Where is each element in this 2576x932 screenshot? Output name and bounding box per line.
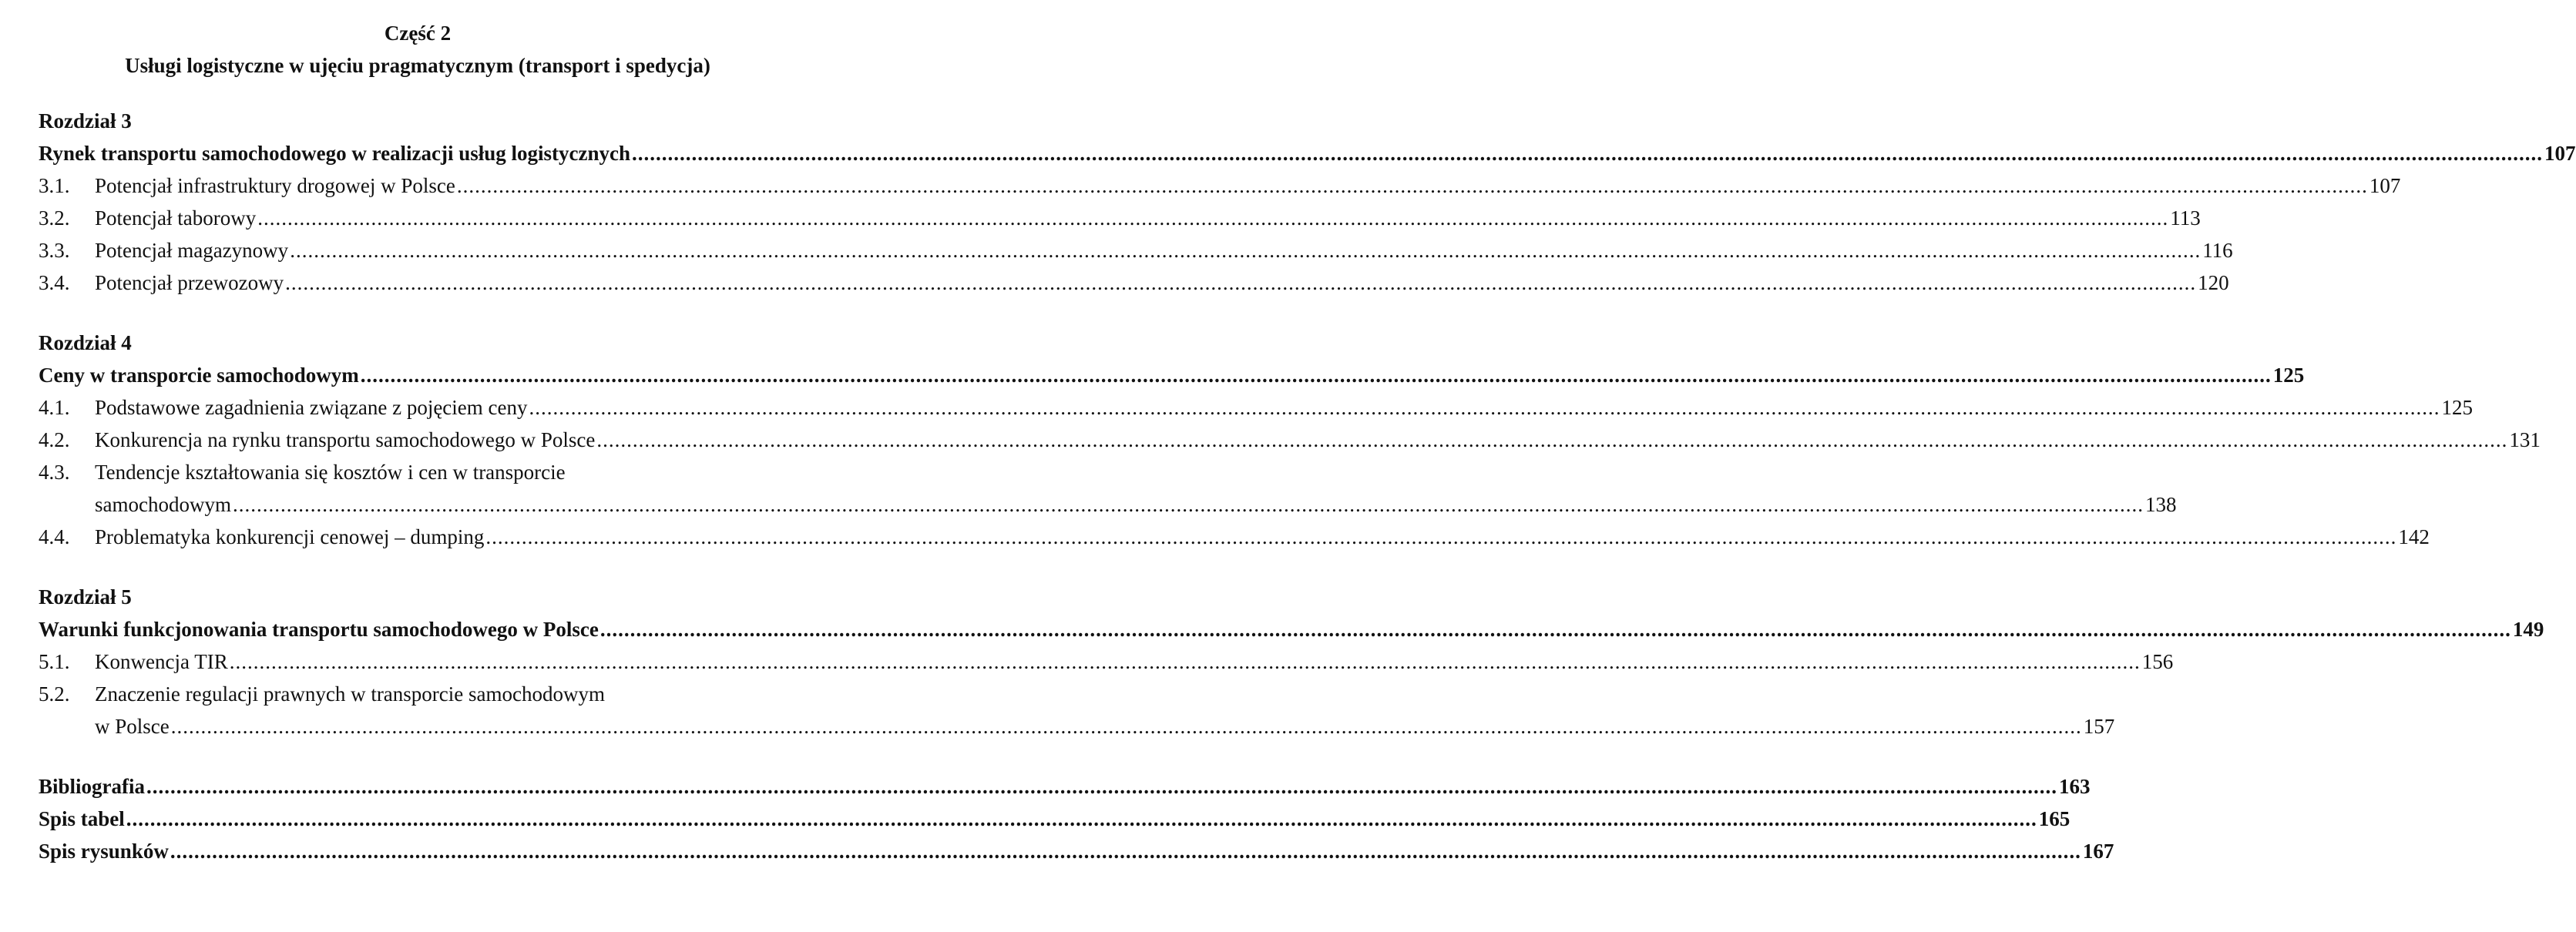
dot-leader bbox=[146, 770, 2057, 803]
section-entry-multiline[interactable] bbox=[39, 456, 2177, 521]
section-entry-multiline[interactable] bbox=[39, 678, 2115, 743]
section-title: Konkurencja na rynku transportu samochodowego w Polsce bbox=[95, 428, 596, 451]
section-number: 4.4. bbox=[39, 525, 70, 548]
chapter-title: Rynek transportu samochodowego w realizacji usług logistycznych bbox=[39, 142, 631, 165]
section-title: Potencjał infrastruktury drogowej w Polsce bbox=[95, 174, 455, 197]
end-matter-title: Bibliografia bbox=[39, 775, 146, 798]
section-title-continuation: w Polsce bbox=[95, 715, 170, 738]
page-number: 149 bbox=[2512, 618, 2544, 641]
dot-leader bbox=[285, 267, 2196, 299]
dot-leader bbox=[632, 137, 2543, 169]
section-number: 5.1. bbox=[39, 650, 70, 673]
section-entry[interactable] bbox=[39, 169, 2401, 202]
section-number: 4.3. bbox=[39, 461, 70, 484]
part-subtitle: Usługi logistyczne w ujęciu pragmatycznym (transport i spedycja) bbox=[125, 54, 710, 77]
dot-leader bbox=[257, 202, 2168, 234]
section-entry[interactable] bbox=[39, 645, 2174, 678]
section-title: Problematyka konkurencji cenowej – dumping bbox=[95, 525, 485, 548]
section-title-continuation: samochodowym bbox=[95, 493, 231, 516]
page-number: 165 bbox=[2038, 807, 2071, 830]
section-number: 4.1. bbox=[39, 396, 70, 419]
section-number: 3.4. bbox=[39, 271, 70, 294]
section-first-line bbox=[39, 456, 797, 488]
dot-leader bbox=[170, 835, 2081, 867]
section-continuation-line bbox=[39, 710, 2115, 743]
chapter-title: Warunki funkcjonowania transportu samochodowego w Polsce bbox=[39, 618, 599, 641]
section-first-line bbox=[39, 678, 797, 710]
chapter-3 bbox=[39, 105, 2576, 299]
section-entry[interactable] bbox=[39, 267, 2229, 299]
section-entry[interactable] bbox=[39, 521, 2430, 553]
chapter-title: Ceny w transporcie samochodowym bbox=[39, 364, 359, 387]
chapter-5 bbox=[39, 581, 2544, 743]
section-entry[interactable] bbox=[39, 234, 2233, 267]
page-number: 113 bbox=[2170, 206, 2201, 230]
chapter-label: Rozdział 5 bbox=[39, 585, 132, 608]
page-number: 107 bbox=[2369, 174, 2401, 197]
dot-leader bbox=[230, 645, 2141, 678]
dot-leader bbox=[171, 710, 2082, 743]
dot-leader bbox=[485, 521, 2396, 553]
end-matter-entry[interactable] bbox=[39, 835, 2114, 867]
page-number: 157 bbox=[2083, 715, 2115, 738]
section-title: Znaczenie regulacji prawnych w transporcie samochodowym bbox=[95, 682, 605, 706]
section-number: 3.1. bbox=[39, 174, 70, 197]
dot-leader bbox=[361, 359, 2272, 391]
section-number: 5.2. bbox=[39, 682, 70, 706]
section-entry[interactable] bbox=[39, 391, 2473, 424]
page-number: 120 bbox=[2198, 271, 2229, 294]
end-matter-entry[interactable] bbox=[39, 803, 2071, 835]
chapter-title-entry[interactable] bbox=[39, 359, 2305, 391]
dot-leader bbox=[233, 488, 2144, 521]
section-title: Potencjał taborowy bbox=[95, 206, 257, 230]
end-matter-title: Spis rysunków bbox=[39, 840, 169, 863]
page-number: 167 bbox=[2082, 840, 2114, 863]
dot-leader bbox=[529, 391, 2440, 424]
chapter-4 bbox=[39, 327, 2541, 553]
page-number: 138 bbox=[2144, 493, 2177, 516]
section-number: 4.2. bbox=[39, 428, 70, 451]
section-continuation-line bbox=[39, 488, 2177, 521]
dot-leader bbox=[457, 169, 2368, 202]
end-matter bbox=[39, 770, 2114, 867]
page-number: 131 bbox=[2509, 428, 2541, 451]
section-number: 3.2. bbox=[39, 206, 70, 230]
page-number: 142 bbox=[2398, 525, 2430, 548]
page-number: 125 bbox=[2441, 396, 2473, 419]
dot-leader bbox=[600, 613, 2511, 645]
section-title: Konwencja TIR bbox=[95, 650, 228, 673]
end-matter-title: Spis tabel bbox=[39, 807, 125, 830]
part-title: Część 2 bbox=[384, 22, 452, 45]
section-title: Podstawowe zagadnienia związane z pojęciem ceny bbox=[95, 396, 528, 419]
section-title: Tendencje kształtowania się kosztów i cen w transporcie bbox=[95, 461, 566, 484]
section-title: Potencjał przewozowy bbox=[95, 271, 284, 294]
dot-leader bbox=[290, 234, 2201, 267]
dot-leader bbox=[596, 424, 2507, 456]
section-number: 3.3. bbox=[39, 239, 70, 262]
page-number: 156 bbox=[2141, 650, 2174, 673]
chapter-label: Rozdział 3 bbox=[39, 109, 132, 132]
chapter-label: Rozdział 4 bbox=[39, 331, 132, 354]
end-matter-entry[interactable] bbox=[39, 770, 2091, 803]
chapter-title-entry[interactable] bbox=[39, 613, 2544, 645]
page-number: 163 bbox=[2059, 775, 2091, 798]
dot-leader bbox=[126, 803, 2037, 835]
table-of-contents bbox=[39, 17, 2576, 867]
page-number: 125 bbox=[2272, 364, 2305, 387]
section-entry[interactable] bbox=[39, 202, 2201, 234]
section-title: Potencjał magazynowy bbox=[95, 239, 289, 262]
page-number: 107 bbox=[2544, 142, 2576, 165]
chapter-title-entry[interactable] bbox=[39, 137, 2576, 169]
page-number: 116 bbox=[2202, 239, 2233, 262]
section-entry[interactable] bbox=[39, 424, 2541, 456]
